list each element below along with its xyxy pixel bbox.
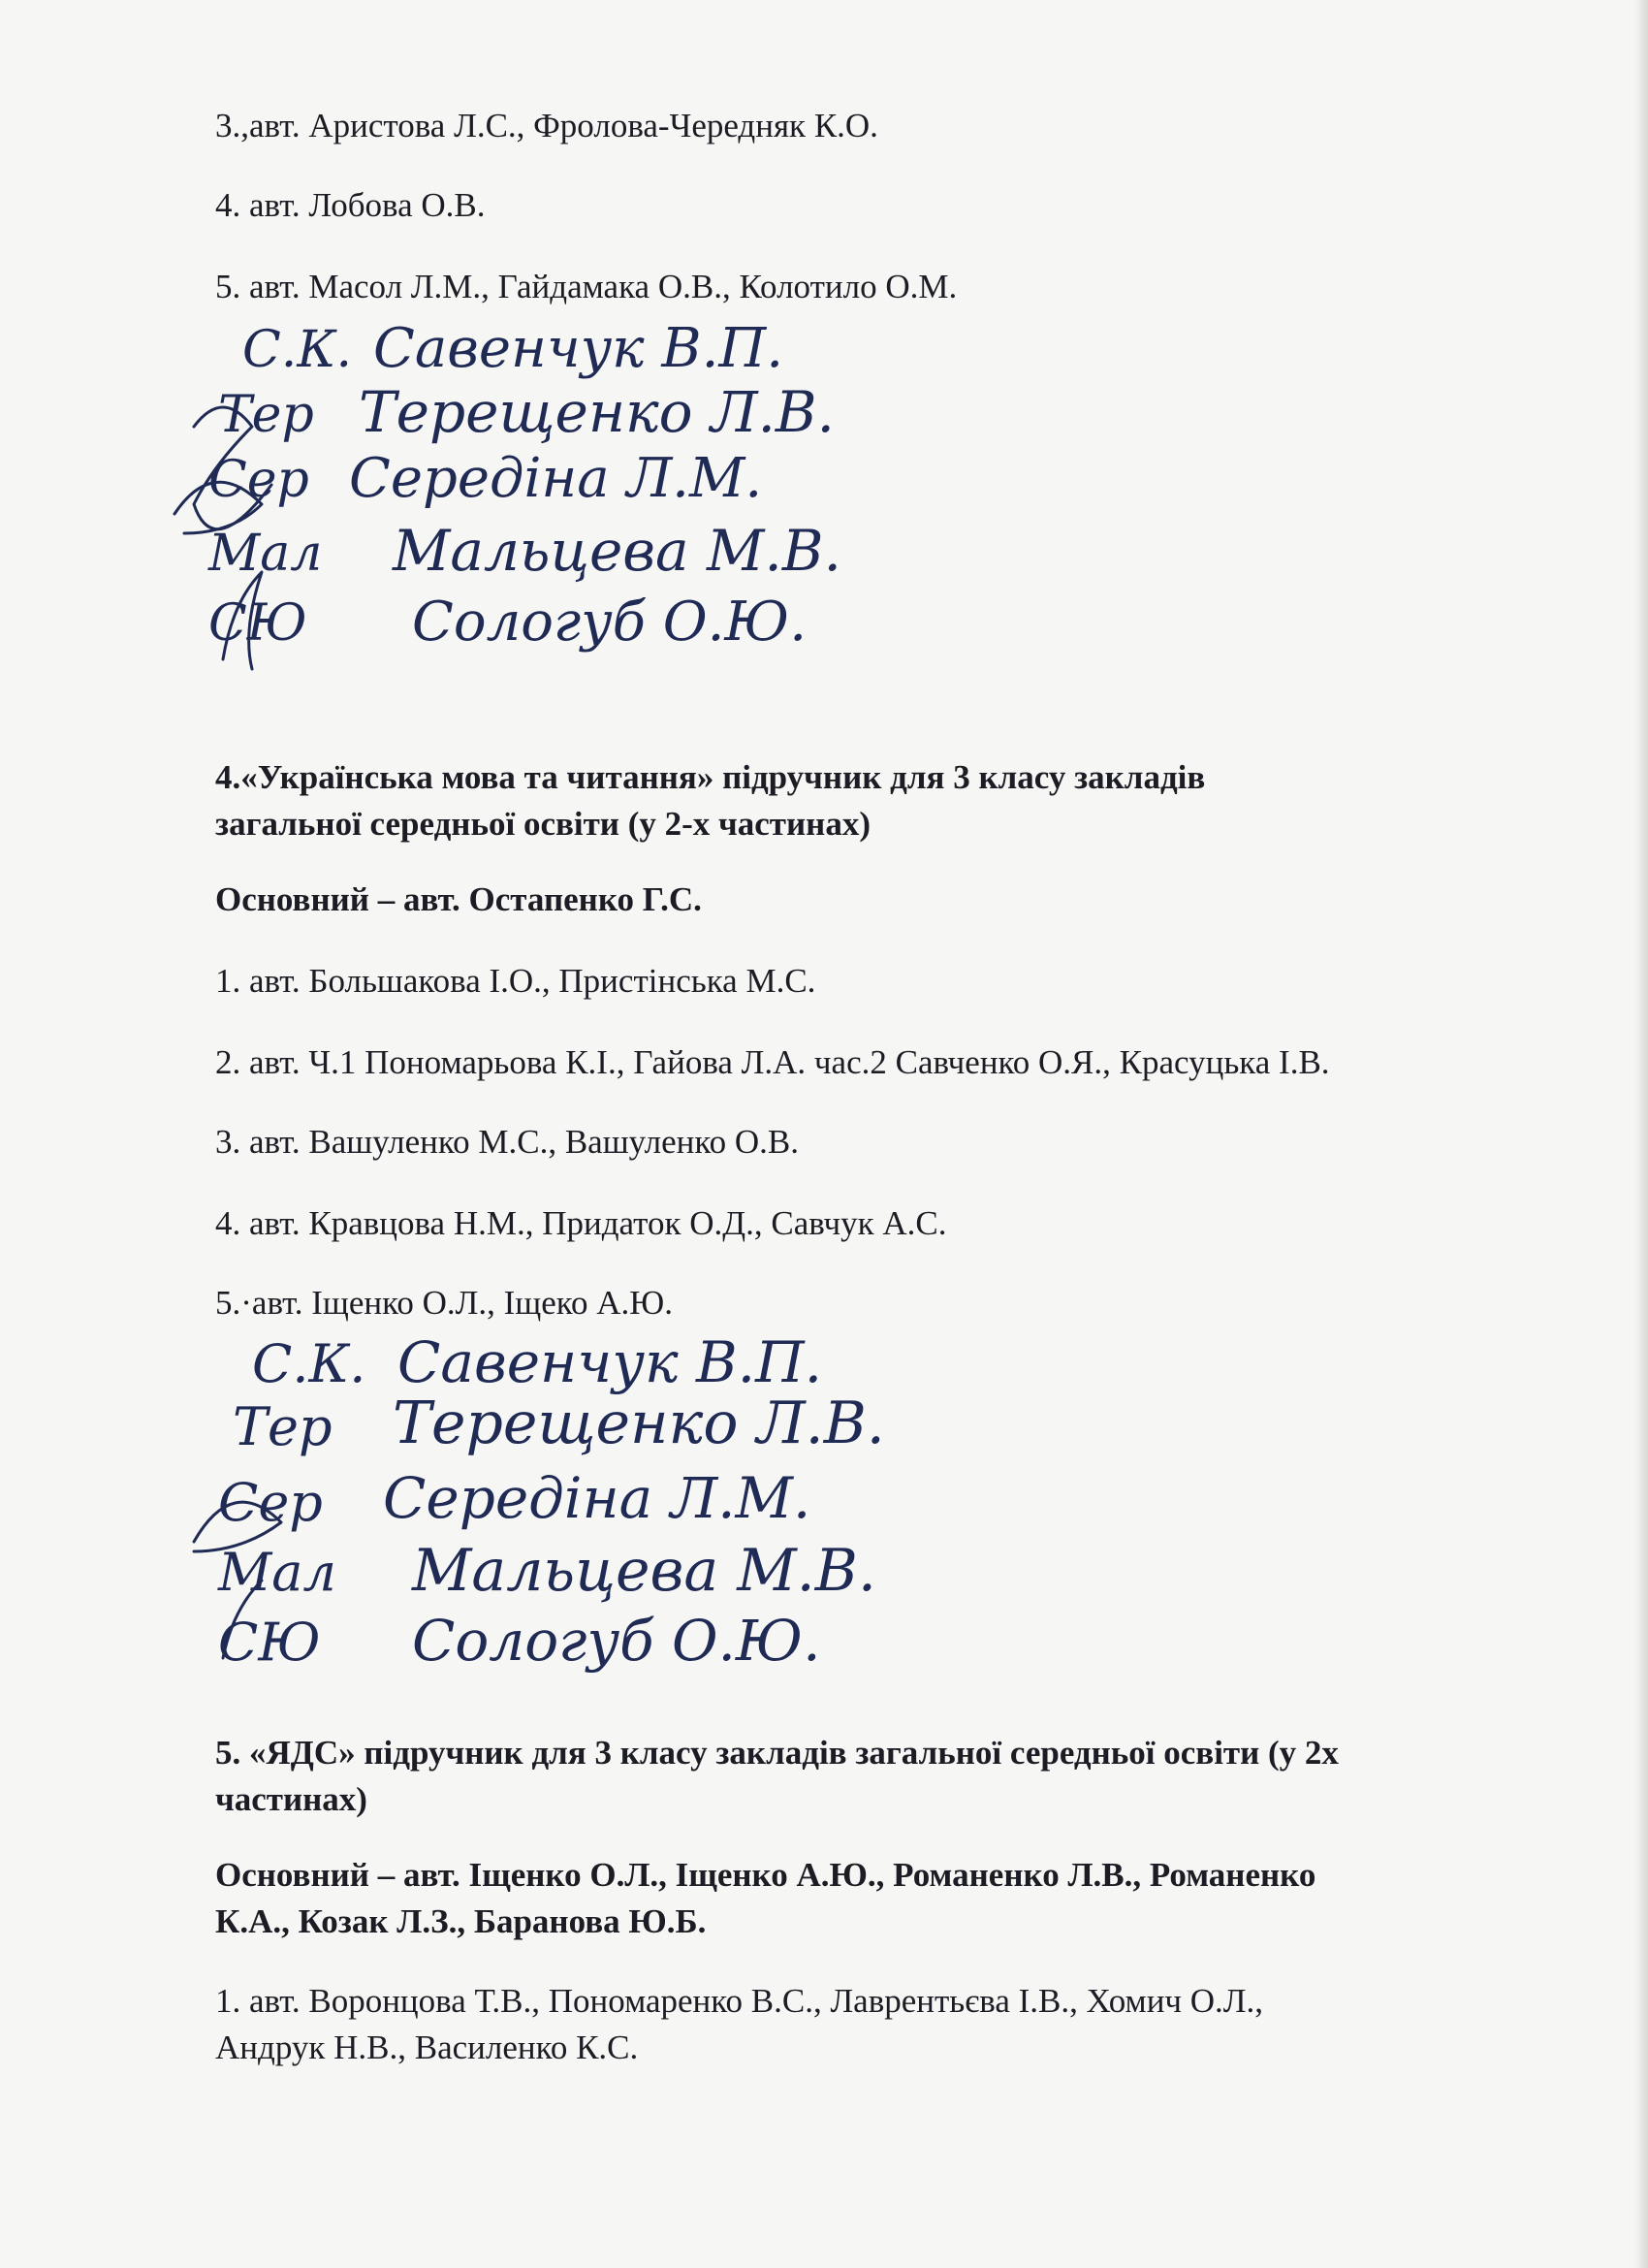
signature-initials: СЮ bbox=[208, 594, 307, 653]
signature-row bbox=[218, 1608, 821, 1674]
signature-initials: Мал bbox=[218, 1542, 336, 1603]
section-title: частинах) bbox=[215, 1780, 367, 1818]
signature-name: Сологуб О.Ю. bbox=[412, 591, 808, 654]
signature-row bbox=[218, 1465, 810, 1533]
signature-row bbox=[233, 1390, 885, 1457]
signature-initials: С.К. bbox=[242, 321, 353, 379]
main-author: К.А., Козак Л.З., Баранова Ю.Б. bbox=[215, 1902, 707, 1940]
signature-initials: Сер bbox=[208, 451, 309, 509]
section-title: 4.«Українська мова та читання» підручник для 3 класу закладів bbox=[215, 758, 1206, 796]
signature-initials: С.К. bbox=[252, 1333, 366, 1394]
signature-initials: Сер bbox=[218, 1472, 323, 1533]
signature-name: Середіна Л.М. bbox=[349, 447, 763, 510]
list-item: 1. авт. Воронцова Т.В., Пономаренко В.С., Лаврентьєва І.В., Хомич О.Л., bbox=[215, 1982, 1264, 2020]
signature-name: Середіна Л.М. bbox=[383, 1465, 811, 1531]
list-item: 4. авт. Лобова О.В. bbox=[215, 186, 486, 224]
signature-name: Мальцева М.В. bbox=[412, 1537, 876, 1605]
list-item: 3.,авт. Аристова Л.С., Фролова-Чередняк К.О. bbox=[215, 107, 878, 144]
signature-initials: Мал bbox=[208, 525, 323, 583]
list-item: 3. авт. Вашуленко М.С., Вашуленко О.В. bbox=[215, 1123, 799, 1161]
signature-name: Савенчук В.П. bbox=[373, 317, 784, 380]
signature-row bbox=[252, 1329, 822, 1395]
signature-initials: Тер bbox=[233, 1396, 333, 1457]
list-item: 1. авт. Большакова І.О., Пристінська М.С. bbox=[215, 962, 816, 1000]
list-item: 5. авт. Масол Л.М., Гайдамака О.В., Колотило О.М. bbox=[215, 268, 958, 305]
signature-name: Мальцева М.В. bbox=[393, 518, 841, 584]
signature-name: Савенчук В.П. bbox=[397, 1329, 823, 1395]
main-author: Основний – авт. Іщенко О.Л., Іщенко А.Ю., Романенко Л.В., Романенко bbox=[215, 1856, 1316, 1894]
list-item: 5.·авт. Іщенко О.Л., Іщеко А.Ю. bbox=[215, 1284, 673, 1322]
list-item: 4. авт. Кравцова Н.М., Придаток О.Д., Савчук А.С. bbox=[215, 1204, 947, 1242]
signature-row bbox=[217, 1537, 876, 1605]
signature-name: Терещенко Л.В. bbox=[359, 379, 835, 445]
section-title: загальної середньої освіти (у 2-х частинах) bbox=[215, 805, 871, 843]
signature-name: Сологуб О.Ю. bbox=[412, 1608, 821, 1674]
main-author: Основний – авт. Остапенко Г.С. bbox=[215, 880, 702, 918]
signature-name: Терещенко Л.В. bbox=[393, 1390, 885, 1457]
signature-initials: Тер bbox=[218, 386, 314, 444]
list-item: 2. авт. Ч.1 Пономарьова К.І., Гайова Л.А. час.2 Савченко О.Я., Красуцька І.В. bbox=[215, 1043, 1330, 1081]
list-item: Андрук Н.В., Василенко К.С. bbox=[215, 2028, 639, 2066]
signature-initials: СЮ bbox=[218, 1612, 321, 1673]
section-title: 5. «ЯДС» підручник для 3 класу закладів загальної середньої освіти (у 2х bbox=[215, 1734, 1339, 1772]
